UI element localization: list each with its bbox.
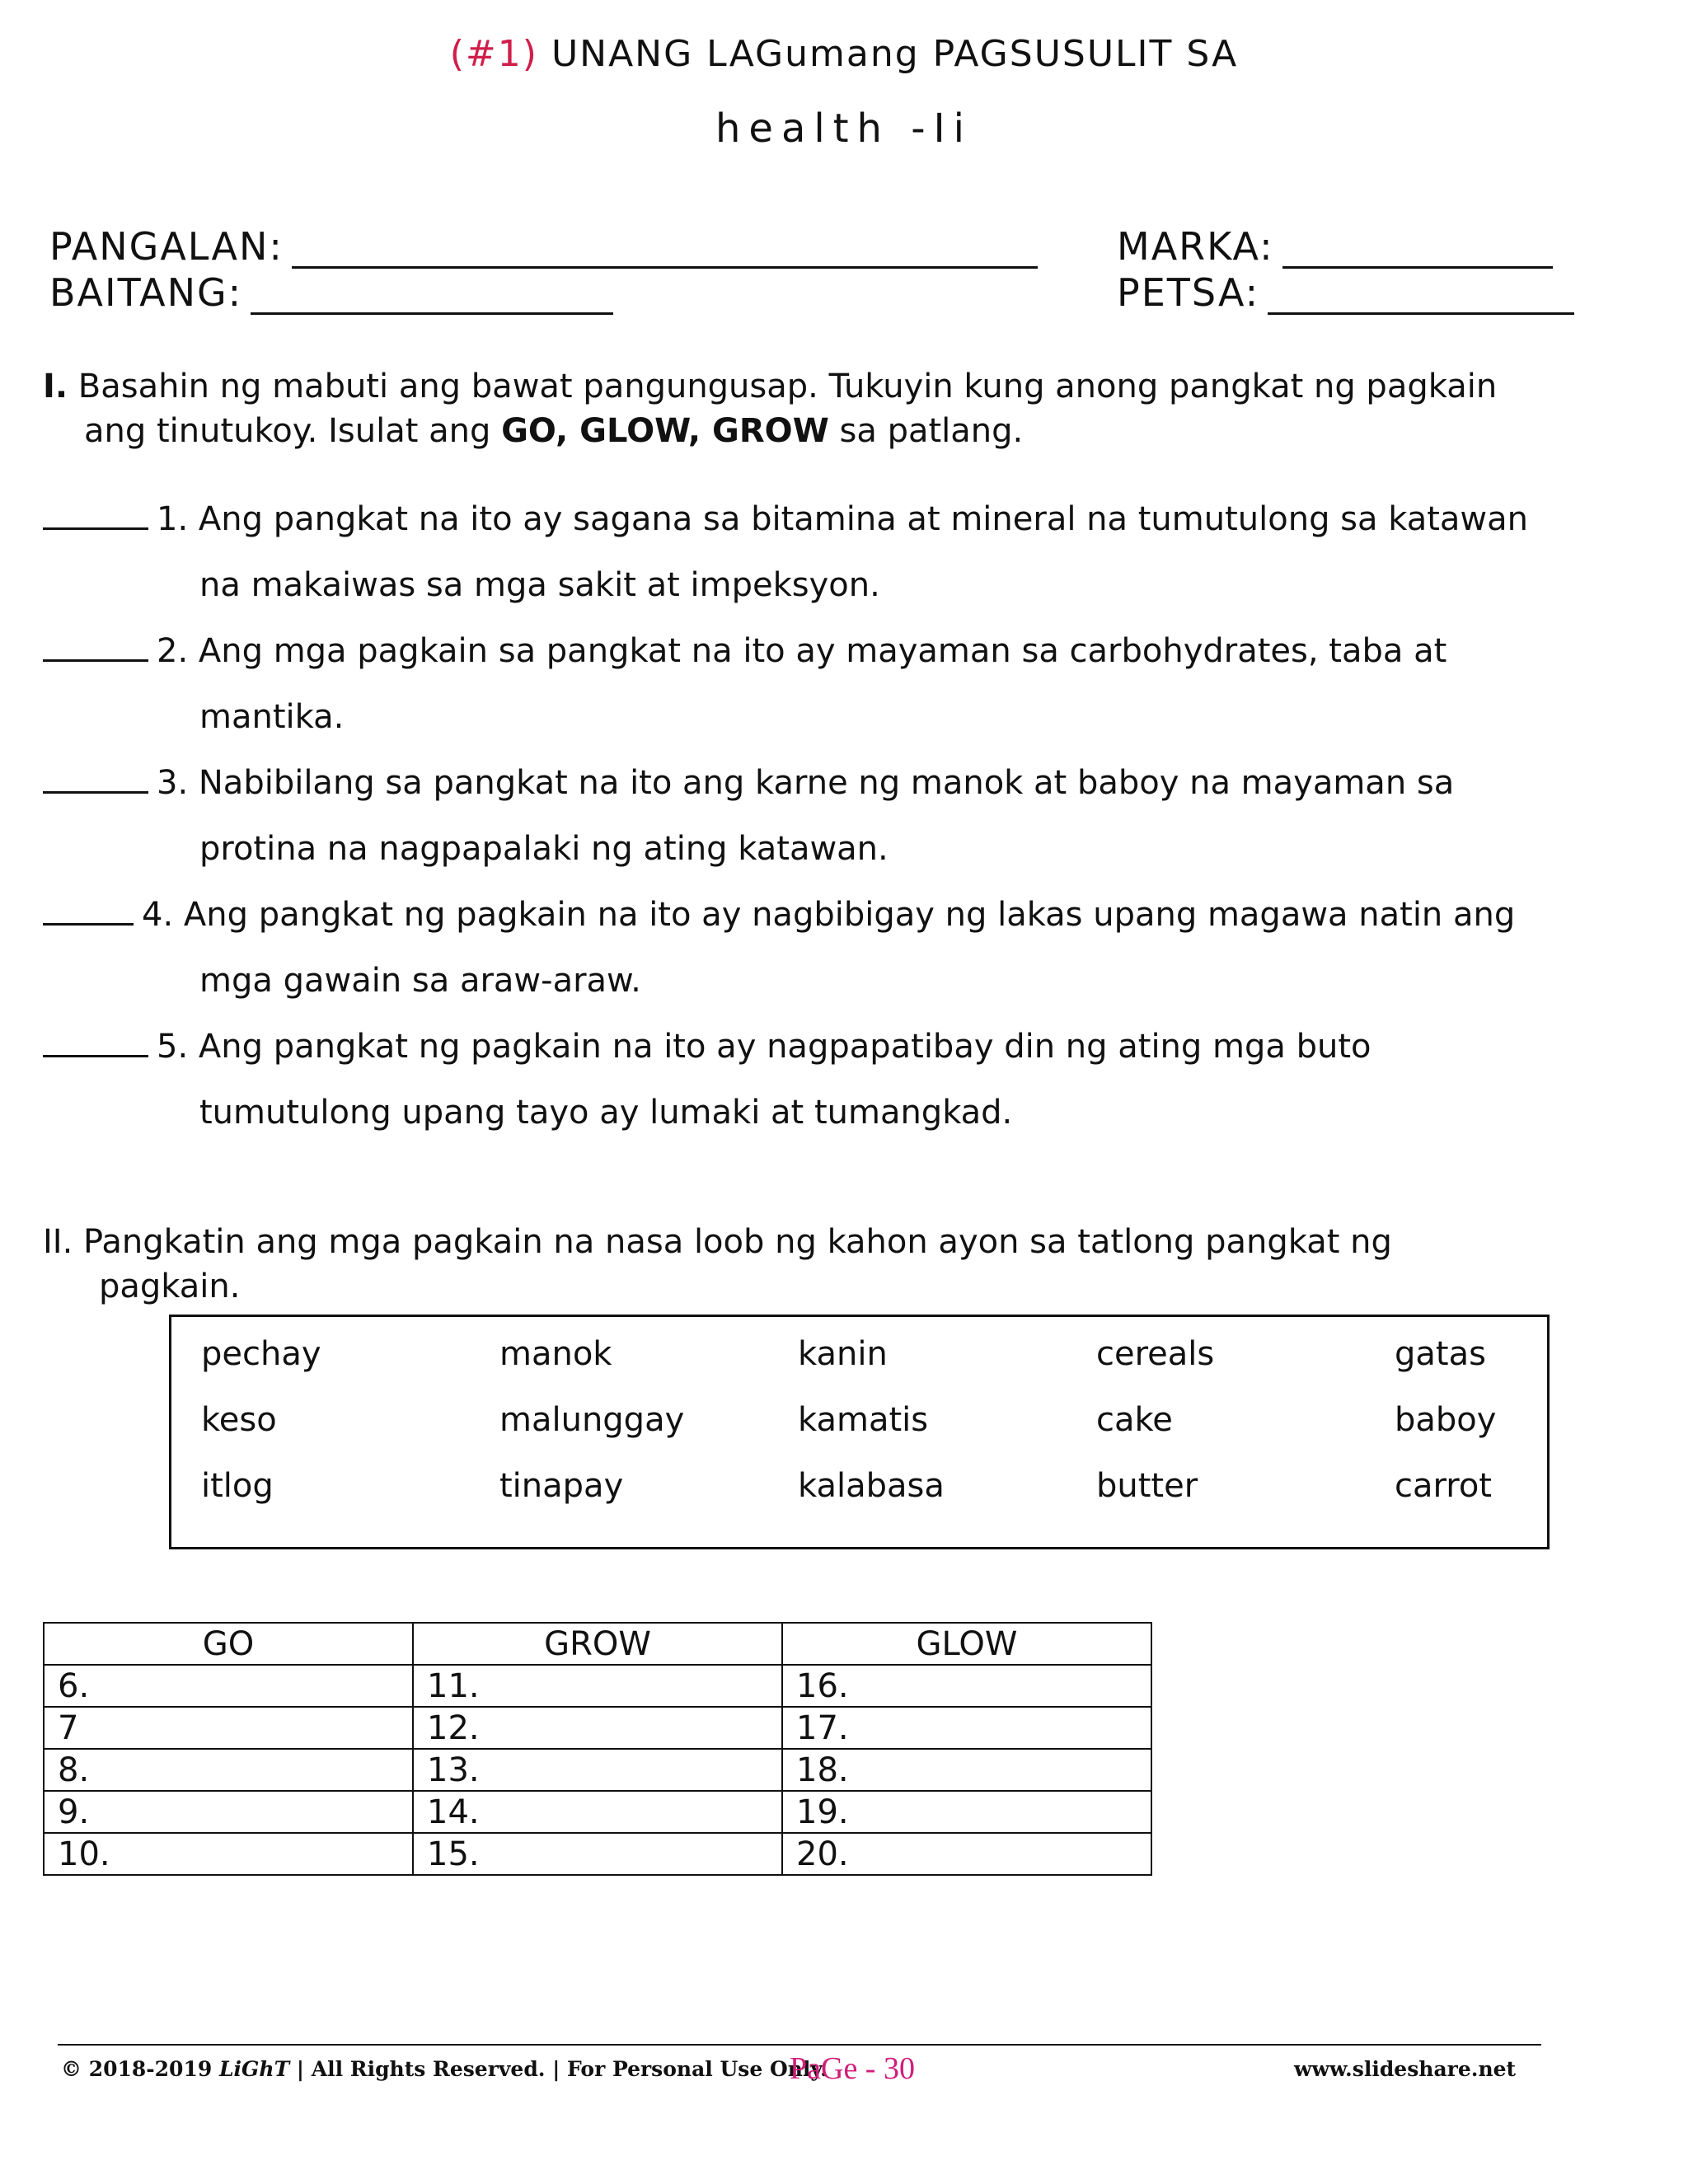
table-cell[interactable]: 16.	[782, 1665, 1151, 1707]
question-item	[43, 486, 1650, 618]
table-cell[interactable]: 11.	[413, 1665, 782, 1707]
question-text: 2. Ang mga pagkain sa pangkat na ito ay mayaman sa carbohydrates, taba at	[157, 632, 1447, 670]
grade-field	[49, 270, 613, 315]
brand-name: LiGhT	[218, 2057, 290, 2081]
table-cell[interactable]: 18.	[782, 1749, 1151, 1791]
title-text: UNANG LAGumang PAGSUSULIT SA	[551, 33, 1239, 75]
page-subtitle: health -Ii	[715, 105, 973, 152]
food-word: cake	[1096, 1401, 1173, 1439]
part2-instruction-line2: pagkain.	[99, 1268, 241, 1305]
table-cell[interactable]: 13.	[413, 1749, 782, 1791]
food-word: gatas	[1395, 1335, 1486, 1373]
food-word: tinapay	[499, 1467, 624, 1505]
part2-instruction	[43, 1220, 1658, 1309]
question-text-cont: mantika.	[199, 698, 345, 736]
name-label: PANGALAN:	[49, 224, 284, 269]
food-word: pechay	[201, 1335, 321, 1373]
score-blank[interactable]	[1282, 233, 1553, 269]
part1-instruction-bold: GO, GLOW, GROW	[501, 412, 829, 450]
question-item	[43, 1014, 1650, 1146]
column-header-glow: GLOW	[782, 1623, 1151, 1665]
grade-label: BAITANG:	[49, 270, 243, 315]
name-blank[interactable]	[292, 233, 1038, 269]
part2-instruction-line1: II. Pangkatin ang mga pagkain na nasa loob ng kahon ayon sa tatlong pangkat ng	[43, 1223, 1392, 1261]
table-row	[44, 1749, 1151, 1791]
table-cell[interactable]: 6.	[44, 1665, 413, 1707]
column-header-grow: GROW	[413, 1623, 782, 1665]
footer-divider	[58, 2044, 1541, 2046]
answer-blank[interactable]	[43, 498, 148, 530]
part1-instruction-line1: Basahin ng mabuti ang bawat pangungusap. Tukuyin kung anong pangkat ng pagkain	[77, 368, 1498, 405]
table-cell[interactable]: 19.	[782, 1791, 1151, 1833]
date-label: PETSA:	[1117, 270, 1260, 315]
part1-instruction-line2b: sa patlang.	[828, 412, 1024, 450]
question-text-cont: na makaiwas sa mga sakit at impeksyon.	[199, 566, 880, 604]
food-word: kamatis	[798, 1401, 929, 1439]
food-word: itlog	[201, 1467, 274, 1505]
score-field	[1117, 224, 1553, 269]
table-cell[interactable]: 10.	[44, 1833, 413, 1875]
food-word: baboy	[1395, 1401, 1497, 1439]
answer-blank[interactable]	[43, 1025, 148, 1057]
page-title	[0, 33, 1688, 75]
question-text: 5. Ang pangkat ng pagkain na ito ay nagpapatibay din ng ating mga buto	[157, 1028, 1372, 1066]
question-text-cont: tumutulong upang tayo ay lumaki at tumangkad.	[199, 1094, 1013, 1132]
food-word: keso	[201, 1401, 277, 1439]
food-word: carrot	[1395, 1467, 1492, 1505]
copyright-text: © 2018-2019	[61, 2057, 213, 2081]
part1-instruction-line2a: ang tinutukoy. Isulat ang	[84, 412, 502, 450]
table-row	[44, 1791, 1151, 1833]
date-field	[1117, 270, 1574, 315]
table-cell[interactable]: 9.	[44, 1791, 413, 1833]
food-word: cereals	[1096, 1335, 1215, 1373]
answer-blank[interactable]	[43, 893, 134, 926]
table-row	[44, 1833, 1151, 1875]
question-text-cont: mga gawain sa araw-araw.	[199, 962, 641, 1000]
table-cell[interactable]: 17.	[782, 1707, 1151, 1749]
part1-instruction	[43, 364, 1658, 453]
table-cell[interactable]: 7	[44, 1707, 413, 1749]
question-item	[43, 618, 1650, 750]
food-word: kanin	[798, 1335, 888, 1373]
question-text: 3. Nabibilang sa pangkat na ito ang karne ng manok at baboy na mayaman sa	[157, 764, 1455, 802]
answer-blank[interactable]	[43, 630, 148, 662]
question-text: 4. Ang pangkat ng pagkain na ito ay nagbibigay ng lakas upang magawa natin ang	[142, 896, 1516, 934]
food-word: kalabasa	[798, 1467, 945, 1505]
table-row	[44, 1665, 1151, 1707]
answer-table	[43, 1622, 1152, 1876]
question-text-cont: protina na nagpapalaki ng ating katawan.	[199, 830, 889, 868]
table-cell[interactable]: 8.	[44, 1749, 413, 1791]
table-cell[interactable]: 15.	[413, 1833, 782, 1875]
score-label: MARKA:	[1117, 224, 1274, 269]
date-blank[interactable]	[1268, 279, 1574, 315]
column-header-go: GO	[44, 1623, 413, 1665]
rights-text: | All Rights Reserved. | For Personal Use Only.	[296, 2057, 828, 2081]
name-field	[49, 224, 1038, 269]
part1-numeral: I.	[43, 368, 68, 405]
answer-blank[interactable]	[43, 762, 148, 794]
table-header-row	[44, 1623, 1151, 1665]
grade-blank[interactable]	[251, 279, 613, 315]
food-word-box	[169, 1315, 1550, 1549]
table-row	[44, 1707, 1151, 1749]
table-cell[interactable]: 12.	[413, 1707, 782, 1749]
question-item	[43, 882, 1650, 1014]
page-number: PaGe - 30	[790, 2051, 915, 2086]
food-word: malunggay	[499, 1401, 685, 1439]
food-word: butter	[1096, 1467, 1198, 1505]
question-text: 1. Ang pangkat na ito ay sagana sa bitamina at mineral na tumutulong sa katawan	[157, 500, 1528, 538]
question-item	[43, 750, 1650, 882]
test-number: (#1)	[449, 33, 538, 75]
table-cell[interactable]: 14.	[413, 1791, 782, 1833]
table-cell[interactable]: 20.	[782, 1833, 1151, 1875]
food-word: manok	[499, 1335, 612, 1373]
footer-copyright	[61, 2057, 828, 2081]
footer-site-link[interactable]: www.slideshare.net	[1294, 2057, 1517, 2081]
